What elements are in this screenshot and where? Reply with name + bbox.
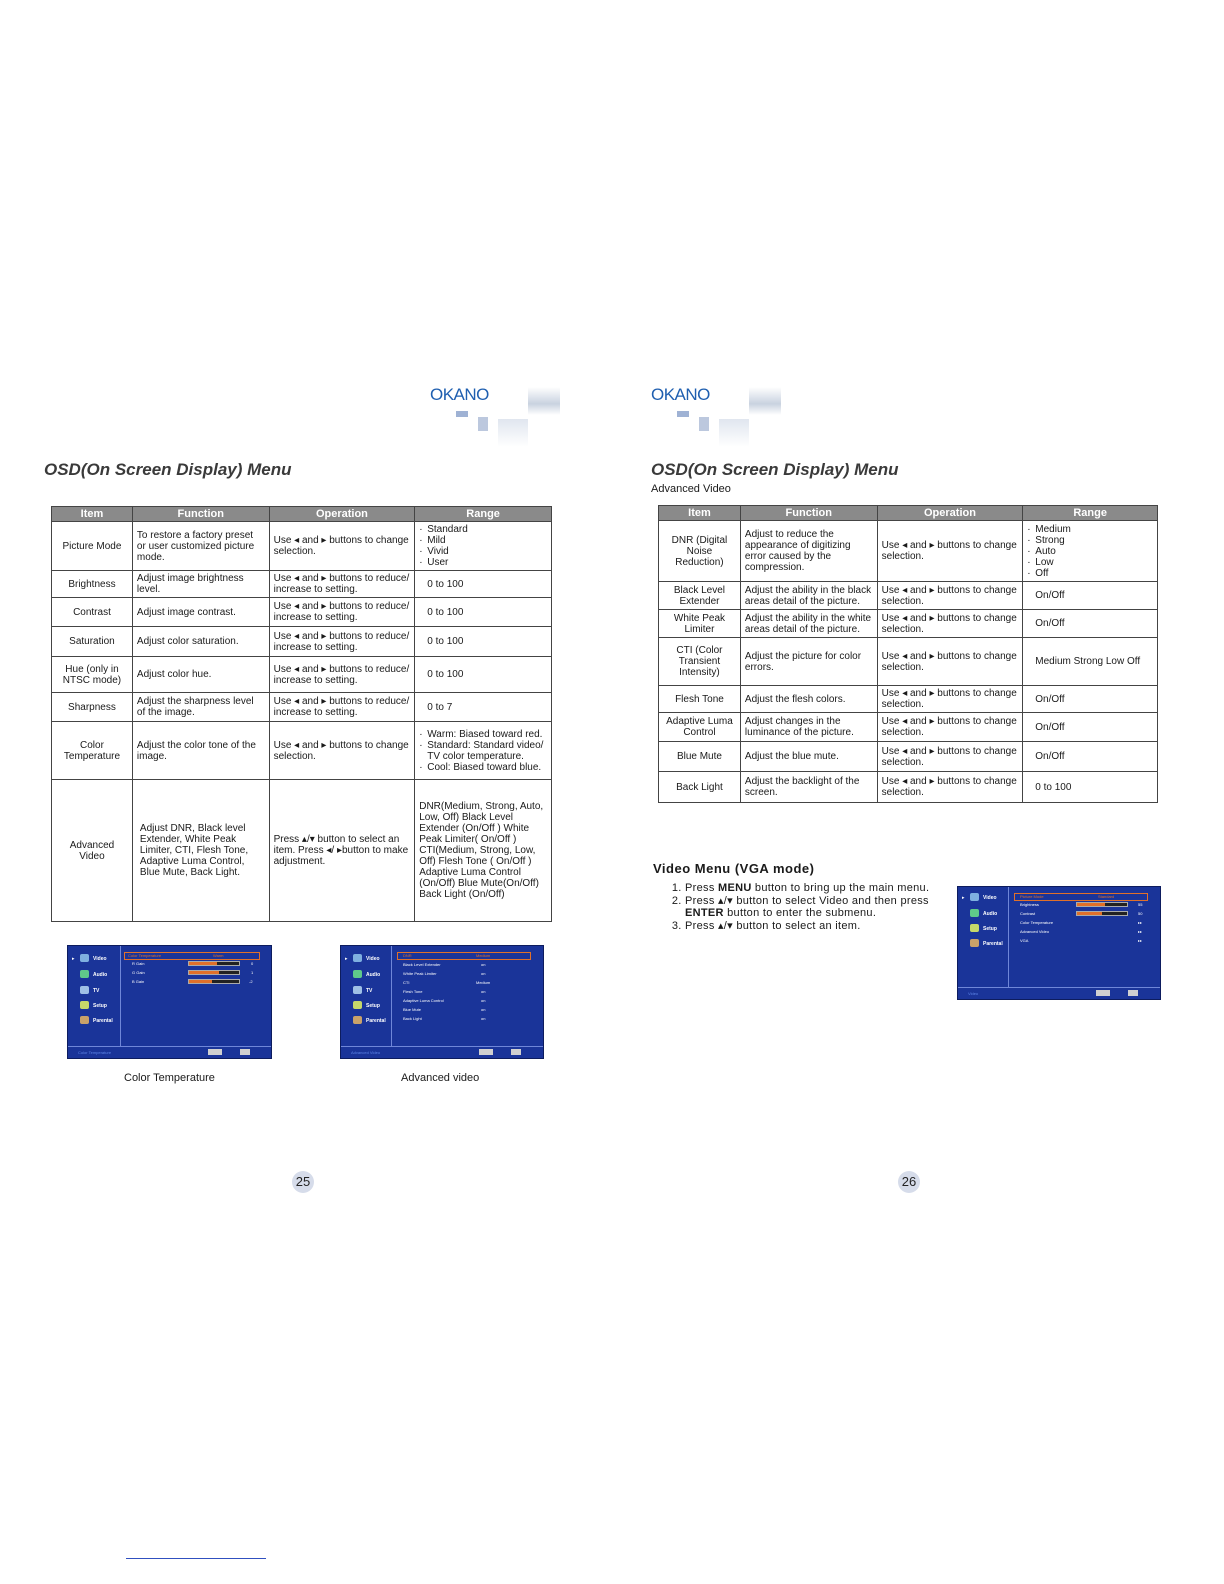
video-icon [970,893,979,901]
osd-row-value: -2 [249,979,253,984]
table-row [659,582,1158,610]
osd-pointer-icon: ▸ [345,956,348,962]
exit-key-icon [1128,990,1138,996]
osd-row-label: R Gain [132,961,145,966]
osd-screenshot-vga-video [957,886,1161,1000]
osd-row-label: Blue Mute [403,1007,422,1012]
chevron-right-icon: ▸▸ [1138,929,1143,934]
osd-tab: Audio [366,972,381,978]
video-icon [353,954,362,962]
header-operation: Operation [877,506,1023,521]
range-option: · Standard: Standard video/ TV color temperature. [419,740,547,762]
osd-row-label: Contrast [1020,911,1036,916]
osd-screenshot-color-temperature [67,945,272,1059]
row-range: 0 to 100 [1023,772,1158,803]
osd-tab: Video [983,895,997,901]
row-item: Picture Mode [52,522,133,571]
row-function: Adjust the flesh colors. [740,686,877,713]
row-function: Adjust to reduce the appearance of digitizing error caused by the compression. [740,521,877,582]
row-operation: Use ◂ and ▸ buttons to change selection. [877,713,1023,742]
osd-row-value: Warm [213,953,224,958]
row-range: On/Off [1023,610,1158,638]
row-function: Adjust color saturation. [132,627,269,657]
row-item: Black Level Extender [659,582,741,610]
osd-row-value: 50 [1138,911,1143,916]
row-operation: Use ◂ and ▸ buttons to change selection. [877,772,1023,803]
audio-icon [970,909,979,917]
osd-level-bar [1076,902,1128,907]
osd-tab: TV [93,988,100,994]
range-option: · Auto [1027,546,1153,557]
header-range: Range [415,507,552,522]
audio-icon [80,970,89,978]
table-row [52,627,552,657]
row-item: CTI (Color Transient Intensity) [659,638,741,686]
osd-row-value: Medium [476,980,491,985]
row-operation: Use ◂ and ▸ buttons to reduce/ increase to setting. [269,598,415,627]
osd-row-value: 0 [251,961,254,966]
range-option: · Warm: Biased toward red. [419,729,547,740]
osd-footer [958,987,1160,999]
osd-row-label: Back Light [403,1016,422,1021]
row-range: 0 to 100 [415,571,552,598]
osd-pointer-icon: ▸ [962,895,965,901]
row-function: Adjust color hue. [132,657,269,693]
osd-row-label: Color Temperature [1020,920,1054,925]
row-function: Adjust the picture for color errors. [740,638,877,686]
vga-steps [653,882,953,932]
page-number: 25 [292,1171,314,1193]
parental-icon [970,939,979,947]
header-function: Function [132,507,269,522]
osd-row-label: Brightness [1020,902,1039,907]
row-function: Adjust the sharpness level of the image. [132,693,269,722]
osd-row-value: on [481,971,486,976]
row-function: Adjust image contrast. [132,598,269,627]
osd-pointer-icon: ▸ [72,956,75,962]
step-item: 2. Press ▴/▾ button to select Video and then press ENTER button to enter the submenu. [685,895,953,920]
setup-icon [353,1001,362,1009]
row-item: Adaptive Luma Control [659,713,741,742]
osd-tab: Video [366,956,380,962]
osd-sidebar [958,887,1009,987]
row-function: Adjust the blue mute. [740,742,877,772]
osd-row-value: Medium [476,953,491,958]
header-range: Range [1023,506,1158,521]
osd-level-bar [188,970,240,975]
header-item: Item [52,507,133,522]
osd-footer [341,1046,543,1058]
row-item: Hue (only in NTSC mode) [52,657,133,693]
table-row [659,638,1158,686]
table-row [52,657,552,693]
step-item: 3. Press ▴/▾ button to select an item. [685,920,953,933]
osd-tab: Video [93,956,107,962]
osd-row-label: DNR [403,953,412,958]
osd-row-value: on [481,989,486,994]
row-range: 0 to 7 [415,693,552,722]
row-operation: Use ◂ and ▸ buttons to reduce/ increase to setting. [269,627,415,657]
caption-advanced-video: Advanced video [401,1072,480,1084]
row-range: On/Off [1023,686,1158,713]
osd-level-bar [1076,911,1128,916]
row-item: Color Temperature [52,722,133,780]
vga-section-title: Video Menu (VGA mode) [653,861,815,876]
osd-level-bar [188,961,240,966]
step-item: 1. Press MENU button to bring up the main menu. [685,882,953,895]
row-function: Adjust image brightness level. [132,571,269,598]
row-item: Advanced Video [52,780,133,922]
row-range: 0 to 100 [415,598,552,627]
table-row [52,693,552,722]
osd-menu-table [51,506,552,922]
table-row [52,598,552,627]
osd-row-label: Flesh Tone [403,989,423,994]
row-function: Adjust changes in the luminance of the picture. [740,713,877,742]
page-subheading: Advanced Video [651,483,731,495]
nav-keys-icon [1096,990,1110,996]
chevron-right-icon: ▸▸ [1138,920,1143,925]
table-row [659,713,1158,742]
range-option: · Strong [1027,535,1153,546]
osd-row-value: 55 [1138,902,1143,907]
osd-row-value: on [481,1007,486,1012]
osd-row-label: CTI [403,980,410,985]
row-item: DNR (Digital Noise Reduction) [659,521,741,582]
row-operation: Use ◂ and ▸ buttons to change selection. [269,522,415,571]
nav-keys-icon [208,1049,222,1055]
table-row [52,571,552,598]
table-row [659,742,1158,772]
table-row [52,780,552,922]
row-range: 0 to 100 [415,657,552,693]
osd-row-value: Standard [1098,894,1115,899]
brand-name: OKANO [430,385,489,404]
row-item: Back Light [659,772,741,803]
setup-icon [970,924,979,932]
row-range: DNR(Medium, Strong, Auto, Low, Off) Black Level Extender (On/Off ) White Peak Limiter( On/Off ) CTI(Medium, Strong, Low, Off) Flesh Tone ( On/Off ) Adaptive Luma Control (On/Off) Blue Mute(On/Off) Back Light (On/Off) [415,780,552,922]
row-range: 0 to 100 [415,627,552,657]
page-heading: OSD(On Screen Display) Menu [44,460,292,479]
table-row [659,686,1158,713]
header-item: Item [659,506,741,521]
row-item: White Peak Limiter [659,610,741,638]
osd-row-value: 1 [251,970,254,975]
header-operation: Operation [269,507,415,522]
row-operation: Use ◂ and ▸ buttons to reduce/ increase to setting. [269,657,415,693]
row-function: Adjust the backlight of the screen. [740,772,877,803]
osd-tab: Audio [93,972,108,978]
row-operation: Use ◂ and ▸ buttons to change selection. [877,742,1023,772]
advanced-video-table [658,505,1158,803]
osd-tab: Parental [366,1018,386,1024]
tv-icon [353,986,362,994]
row-range: On/Off [1023,742,1158,772]
row-operation: Press ▴/▾ button to select an item. Press ◂/ ▸button to make adjustment. [269,780,415,922]
row-range [1023,521,1158,582]
osd-footer [68,1046,271,1058]
row-item: Sharpness [52,693,133,722]
brand-name: OKANO [651,385,710,404]
table-row [659,772,1158,803]
table-row [659,521,1158,582]
range-option: · Vivid [419,546,547,557]
row-function: Adjust the color tone of the image. [132,722,269,780]
row-range: Medium Strong Low Off [1023,638,1158,686]
table-row [52,722,552,780]
range-option: · Standard [419,524,547,535]
osd-tab: Parental [983,941,1003,947]
osd-footer-label: Color Temperature [78,1050,112,1055]
range-option: · Cool: Biased toward blue. [419,762,547,773]
chevron-right-icon: ▸▸ [1138,938,1143,943]
row-range: On/Off [1023,582,1158,610]
osd-screenshot-advanced-video [340,945,544,1059]
row-item: Contrast [52,598,133,627]
row-function: Adjust the ability in the black areas detail of the picture. [740,582,877,610]
osd-tab: TV [366,988,373,994]
row-function: Adjust the ability in the white areas detail of the picture. [740,610,877,638]
exit-key-icon [240,1049,250,1055]
video-icon [80,954,89,962]
footer-rule [126,1558,266,1559]
osd-row-value: on [481,1016,486,1021]
page-heading: OSD(On Screen Display) Menu [651,460,899,479]
osd-row-label: Black Level Extender [403,962,441,967]
range-option: · Off [1027,568,1153,579]
osd-footer-label: Advanced Video [351,1050,381,1055]
osd-tab: Setup [983,926,997,932]
osd-row-label: Color Temperature [128,953,162,958]
page-number: 26 [898,1171,920,1193]
row-range [415,722,552,780]
row-operation: Use ◂ and ▸ buttons to change selection. [877,610,1023,638]
setup-icon [80,1001,89,1009]
row-operation: Use ◂ and ▸ buttons to change selection. [877,582,1023,610]
row-range: On/Off [1023,713,1158,742]
range-option: · User [419,557,547,568]
audio-icon [353,970,362,978]
osd-row-label: Adaptive Luma Control [403,998,444,1003]
row-operation: Use ◂ and ▸ buttons to change selection. [877,521,1023,582]
brand-logo [651,385,791,455]
row-operation: Use ◂ and ▸ buttons to change selection. [877,638,1023,686]
osd-tab: Setup [366,1003,380,1009]
brand-logo [430,385,570,455]
row-operation: Use ◂ and ▸ buttons to change selection. [877,686,1023,713]
osd-level-bar [188,979,240,984]
osd-row-label: VGA [1020,938,1029,943]
range-option: · Low [1027,557,1153,568]
parental-icon [80,1016,89,1024]
osd-row-value: on [481,998,486,1003]
osd-tab: Audio [983,911,998,917]
table-row [52,522,552,571]
row-range [415,522,552,571]
row-operation: Use ◂ and ▸ buttons to change selection. [269,722,415,780]
osd-row-label: Advanced Video [1020,929,1050,934]
header-function: Function [740,506,877,521]
range-option: · Mild [419,535,547,546]
osd-footer-label: Video [968,991,979,996]
row-item: Saturation [52,627,133,657]
osd-row-value: on [481,962,486,967]
range-option: · Medium [1027,524,1153,535]
table-header-row [52,507,552,522]
osd-row-label: G Gain [132,970,145,975]
osd-tab: Parental [93,1018,113,1024]
osd-selection [397,952,531,960]
osd-row-label: White Peak Limiter [403,971,437,976]
row-item: Flesh Tone [659,686,741,713]
osd-row-label: Picture Mode [1020,894,1044,899]
row-item: Brightness [52,571,133,598]
osd-tab: Setup [93,1003,107,1009]
caption-color-temperature: Color Temperature [124,1072,215,1084]
table-row [659,610,1158,638]
row-item: Blue Mute [659,742,741,772]
parental-icon [353,1016,362,1024]
osd-row-label: B Gain [132,979,145,984]
tv-icon [80,986,89,994]
row-function: To restore a factory preset or user customized picture mode. [132,522,269,571]
row-operation: Use ◂ and ▸ buttons to reduce/ increase to setting. [269,571,415,598]
nav-keys-icon [479,1049,493,1055]
table-header-row [659,506,1158,521]
row-function: Adjust DNR, Black level Extender, White Peak Limiter, CTI, Flesh Tone, Adaptive Luma Control, Blue Mute, Back Light. [132,780,269,922]
row-operation: Use ◂ and ▸ buttons to reduce/ increase to setting. [269,693,415,722]
exit-key-icon [511,1049,521,1055]
